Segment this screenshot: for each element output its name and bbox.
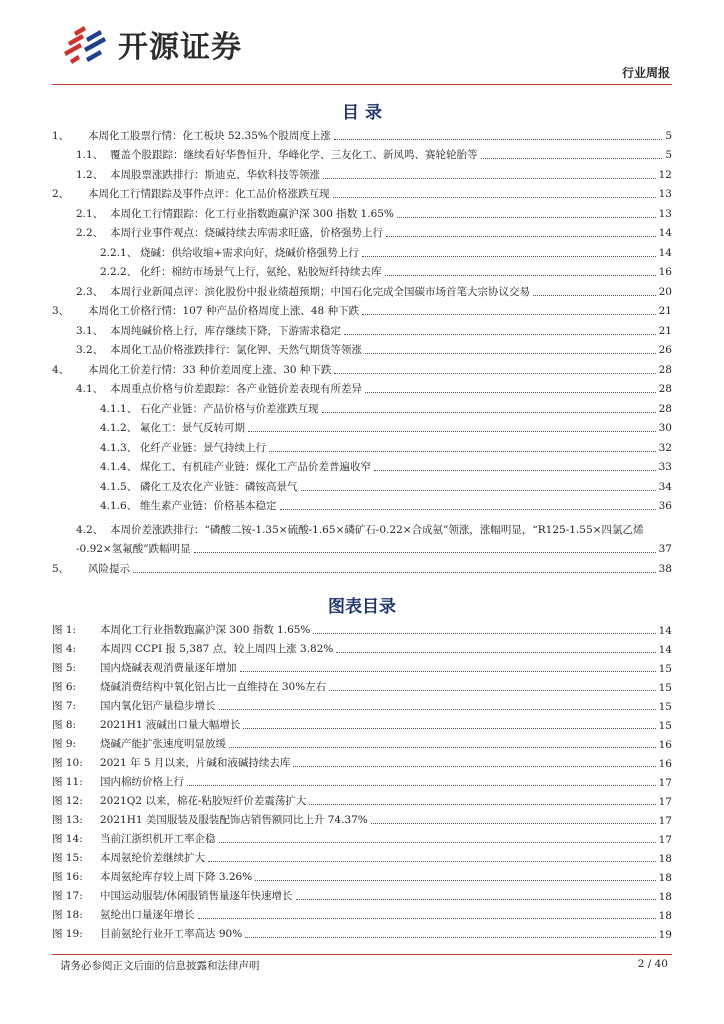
figure-entry-title: 氨纶出口量逐年增长: [100, 909, 195, 921]
toc-entry-number: 2.2.2、: [100, 266, 138, 278]
figure-entry[interactable]: [52, 770, 672, 789]
toc-leader-dots: [333, 197, 656, 198]
toc-entry-title: 本周行业事件观点：烧碱持续去库需求旺盛，价格强势上行: [110, 227, 383, 239]
figure-entry[interactable]: [52, 827, 672, 846]
figure-entry[interactable]: [52, 884, 672, 903]
toc-entry-title: 本周化工价格行情：107 种产品价格周度上涨、48 种下跌: [88, 305, 360, 317]
toc-entry-title: 磷化工及农化产业链：磷铵高景气: [140, 480, 298, 493]
toc-entry-page: 13: [658, 188, 672, 200]
toc-entry-number: 1、: [52, 129, 70, 142]
toc-entry-page: 37: [658, 543, 672, 555]
page-indicator: 2 / 40: [637, 958, 668, 970]
figure-leader-dots: [240, 671, 656, 672]
toc-entry[interactable]: [52, 474, 672, 494]
toc-entry[interactable]: [52, 279, 672, 299]
toc-entry-page: 28: [658, 402, 672, 415]
toc-leader-dots: [301, 490, 656, 491]
toc-entry-title: 维生素产业链：价格基本稳定: [140, 500, 277, 512]
figure-entry-title: 国内烧碱表观消费量逐年增加: [100, 662, 237, 674]
figure-entry-page: 18: [658, 891, 672, 903]
toc-entry[interactable]: [52, 338, 672, 358]
figure-entry-title: 2021H1 美国服装及服装配饰店销售额同比上升 74.37%: [100, 814, 368, 826]
figure-entry-title: 国内棉纺价格上行: [100, 776, 184, 788]
toc-entry-page: 21: [658, 305, 672, 317]
toc-entry[interactable]: [52, 299, 672, 319]
figure-entry[interactable]: [52, 713, 672, 732]
toc-entry-page: 5: [665, 129, 672, 142]
toc-entry-number: 4.1.3、: [100, 441, 138, 454]
toc-leader-dots: [365, 353, 656, 354]
toc-leader-dots: [248, 431, 656, 432]
toc-entry-number: 4.1.1、: [100, 402, 138, 415]
figure-entry-page: 17: [658, 777, 672, 789]
figure-leader-dots: [219, 842, 656, 843]
figure-entry-page: 18: [658, 872, 672, 884]
figure-entry[interactable]: [52, 903, 672, 922]
toc-entry-number: 2.2.1、: [100, 246, 138, 259]
toc-entry-line: [76, 518, 672, 537]
figure-toc-list: [52, 618, 672, 941]
figure-entry-number: 图 1:: [52, 624, 77, 636]
toc-entry-title: 本周重点价格与价差跟踪：各产业链价差表现有所差异: [110, 383, 362, 395]
toc-entry[interactable]: [52, 201, 672, 221]
figure-entry-page: 18: [658, 853, 672, 865]
toc-entry[interactable]: [52, 123, 672, 143]
toc-entry-number: 4.1.6、: [100, 500, 138, 512]
toc-entry-page: 16: [658, 266, 672, 278]
toc-entry-title: 本周纯碱价格上行，库存继续下降，下游需求稳定: [110, 324, 341, 337]
toc-entry-number: 2.2、: [76, 227, 104, 239]
figure-entry[interactable]: [52, 846, 672, 865]
toc-leader-dots: [133, 572, 656, 573]
figure-entry-number: 图 5:: [52, 662, 77, 674]
toc-leader-dots: [533, 295, 656, 296]
toc-leader-dots: [269, 451, 656, 452]
figure-entry-number: 图 4:: [52, 643, 77, 655]
figure-entry[interactable]: [52, 808, 672, 827]
toc-entry[interactable]: [52, 162, 672, 182]
toc-leader-dots: [385, 275, 656, 276]
figure-entry-number: 图 14:: [52, 833, 83, 845]
figure-entry-number: 图 11:: [52, 776, 83, 788]
figure-leader-dots: [243, 728, 655, 729]
toc-entry[interactable]: [52, 143, 672, 163]
figure-entry-number: 图 9:: [52, 738, 77, 750]
figure-entry-title: 本周四 CCPI 报 5,387 点，较上周四上涨 3.82%: [100, 643, 334, 655]
toc-entry-page: 28: [658, 363, 672, 376]
figure-entry-number: 图 10:: [52, 757, 83, 769]
toc-entry-title: 本周化工行情跟踪及事件点评：化工品价格涨跌互现: [88, 188, 330, 200]
figure-entry[interactable]: [52, 637, 672, 656]
figure-entry-title: 2021H1 液碱出口量大幅增长: [100, 719, 241, 731]
figure-entry-title: 本周化工行业指数跑赢沪深 300 指数 1.65%: [100, 624, 311, 636]
toc-leader-dots: [323, 178, 656, 179]
toc-leader-dots: [397, 217, 656, 218]
toc-entry-number: 4.1、: [76, 383, 104, 395]
figure-entry-page: 19: [658, 929, 672, 941]
figure-entry[interactable]: [52, 656, 672, 675]
figure-leader-dots: [371, 823, 656, 824]
figure-entry-title: 目前氨纶行业开工率高达 90%: [100, 928, 243, 940]
figure-entry-page: 18: [658, 910, 672, 922]
toc-entry-page: 38: [658, 562, 672, 575]
toc-entry-page: 36: [658, 500, 672, 512]
toc-entry-number: 1.2、: [76, 168, 104, 181]
figure-entry-page: 17: [658, 815, 672, 827]
toc-entry-title: 化纤：棉纺市场景气上行，氨纶、粘胶短纤持续去库: [140, 266, 382, 278]
figure-entry-number: 图 15:: [52, 852, 83, 864]
figure-entry-page: 15: [658, 682, 672, 694]
toc-entry-number: 4.1.5、: [100, 480, 138, 493]
toc-entry[interactable]: [52, 556, 672, 576]
toc-entry-title: 风险提示: [88, 562, 130, 575]
figure-leader-dots: [198, 918, 656, 919]
figure-leader-dots: [187, 785, 656, 786]
toc-entry-number: 3.1、: [76, 324, 104, 337]
figure-entry-title: 2021 年 5 月以来，片碱和液碱持续去库: [100, 757, 291, 769]
toc-entry-page: 20: [658, 285, 672, 298]
figure-entry[interactable]: [52, 694, 672, 713]
toc-entry-title: 本周化工行情跟踪：化工行业指数跑赢沪深 300 指数 1.65%: [110, 207, 394, 220]
toc-entry-number: 1.1、: [76, 149, 104, 161]
toc-entry-title: 煤化工、有机硅产业链：煤化工产品价差普遍收窄: [140, 461, 371, 473]
doc-type-label: 行业周报: [621, 66, 670, 80]
figure-entry-page: 17: [658, 834, 672, 846]
footer-disclaimer: 请务必参阅正文后面的信息披露和法律声明: [60, 960, 260, 972]
toc-entry[interactable]: [52, 455, 672, 475]
figure-leader-dots: [293, 766, 655, 767]
figure-entry[interactable]: [52, 865, 672, 884]
figure-toc-title: 图表目录: [328, 597, 396, 617]
toc-entry-line: [76, 537, 672, 556]
toc-leader-dots: [344, 334, 656, 335]
toc-entry-title-cont: -0.92×氢氟酸”跌幅明显: [76, 543, 191, 555]
toc-entry-page: 33: [658, 461, 672, 473]
figure-entry-title: 本周氨纶库存较上周下降 3.26%: [100, 871, 253, 883]
toc-entry-title: 本周化工品价格涨跌排行：氯化钾、天然气期货等领涨: [110, 344, 362, 356]
figure-entry-title: 烧碱消费结构中氧化铝占比一直维持在 30%左右: [100, 681, 327, 693]
toc-entry-title: 本周股票涨跌排行：斯迪克、华软科技等领涨: [110, 168, 320, 181]
toc-list: [52, 123, 672, 576]
figure-entry-number: 图 7:: [52, 700, 77, 712]
toc-entry[interactable]: [52, 182, 672, 202]
figure-entry-title: 本周氨纶价差继续扩大: [100, 852, 205, 864]
toc-title: 目 录: [342, 103, 382, 123]
figure-entry-number: 图 13:: [52, 814, 83, 826]
figure-leader-dots: [329, 690, 655, 691]
figure-entry-number: 图 8:: [52, 719, 77, 731]
figure-entry-number: 图 18:: [52, 909, 83, 921]
toc-entry-page: 5: [665, 149, 672, 161]
toc-entry-title: 本周化工股票行情：化工板块 52.35%个股周度上涨: [88, 129, 331, 142]
figure-entry-number: 图 12:: [52, 795, 83, 807]
logo-mark-icon: [60, 22, 112, 66]
figure-entry-page: 15: [658, 663, 672, 675]
figure-entry-title: 中国运动服装/休闲服销售量逐年快速增长: [100, 890, 293, 902]
figure-entry[interactable]: [52, 732, 672, 751]
toc-entry[interactable]: [52, 221, 672, 241]
figure-entry-page: 16: [658, 739, 672, 751]
toc-entry[interactable]: [52, 513, 672, 556]
toc-entry-page: 32: [658, 441, 672, 454]
toc-entry-number: 4、: [52, 363, 70, 376]
toc-entry[interactable]: [52, 260, 672, 280]
figure-leader-dots: [313, 633, 655, 634]
figure-entry-number: 图 6:: [52, 681, 77, 693]
figure-entry-page: 15: [658, 701, 672, 713]
figure-entry[interactable]: [52, 751, 672, 770]
toc-entry[interactable]: [52, 396, 672, 416]
toc-entry-title: 化纤产业链：景气持续上行: [140, 441, 266, 454]
figure-leader-dots: [219, 709, 656, 710]
toc-leader-dots: [365, 392, 656, 393]
toc-leader-dots: [322, 412, 656, 413]
toc-entry-number: 4.1.2、: [100, 422, 138, 434]
figure-entry-page: 17: [658, 796, 672, 808]
figure-entry-number: 图 17:: [52, 890, 83, 902]
toc-entry[interactable]: [52, 377, 672, 397]
figure-entry-page: 16: [658, 758, 672, 770]
toc-entry-page: 26: [658, 344, 672, 356]
toc-entry-title: 烧碱：供给收缩+需求向好，烧碱价格强势上行: [140, 246, 359, 259]
company-logo: [60, 22, 242, 66]
toc-entry-page: 14: [658, 227, 672, 239]
toc-entry-page: 30: [658, 422, 672, 434]
figure-leader-dots: [229, 747, 656, 748]
figure-entry-page: 15: [658, 720, 672, 732]
toc-entry[interactable]: [52, 494, 672, 514]
toc-entry-title: 本周行业新闻点评：滨化股份中报业绩超预期；中国石化完成全国碳市场首笔大宗协议交易: [110, 285, 530, 298]
toc-entry-number: 4.1.4、: [100, 461, 138, 473]
figure-entry-page: 14: [658, 625, 672, 637]
figure-entry-page: 14: [658, 644, 672, 656]
page-header: [0, 0, 724, 92]
figure-leader-dots: [336, 652, 655, 653]
toc-leader-dots: [374, 470, 656, 471]
toc-entry-title: 氟化工：景气反转可期: [140, 422, 245, 434]
figure-entry-title: 烧碱产能扩张速度明显放缓: [100, 738, 226, 750]
toc-leader-dots: [280, 509, 656, 510]
toc-entry-number: 3、: [52, 305, 70, 317]
toc-entry-page: 13: [658, 207, 672, 220]
figure-leader-dots: [245, 937, 655, 938]
toc-entry-title: 石化产业链：产品价格与价差涨跌互现: [140, 402, 319, 415]
toc-leader-dots: [481, 158, 663, 159]
toc-entry-title: 覆盖个股跟踪：继续看好华鲁恒升、华峰化学、三友化工、新凤鸣、赛轮轮胎等: [110, 149, 478, 161]
toc-entry-page: 12: [658, 168, 672, 181]
toc-entry-page: 28: [658, 383, 672, 395]
toc-entry-number: 5、: [52, 562, 70, 575]
figure-entry[interactable]: [52, 675, 672, 694]
toc-entry-title: 本周价差涨跌排行：“磷酸二铵-1.35×硫酸-1.65×磷矿石-0.22×合成氨”领涨，涨幅明显，“R125-1.55×四氯乙烯: [110, 524, 644, 536]
toc-leader-dots: [362, 314, 656, 315]
toc-leader-dots: [334, 373, 655, 374]
toc-entry-page: 14: [658, 246, 672, 259]
figure-entry-title: 当前江浙织机开工率企稳: [100, 833, 216, 845]
toc-entry[interactable]: [52, 435, 672, 455]
toc-leader-dots: [334, 139, 662, 140]
toc-entry[interactable]: [52, 240, 672, 260]
figure-leader-dots: [296, 899, 656, 900]
toc-entry-number: 2.1、: [76, 207, 104, 220]
toc-entry-page: 21: [658, 324, 672, 337]
toc-leader-dots: [386, 236, 656, 237]
figure-entry-title: 国内氧化铝产量稳步增长: [100, 700, 216, 712]
toc-entry-number: 2.3、: [76, 285, 104, 298]
toc-entry[interactable]: [52, 416, 672, 436]
toc-entry-number: 4.2、: [76, 524, 104, 536]
toc-entry-title: 本周化工价差行情：33 种价差周度上涨、30 种下跌: [88, 363, 332, 376]
toc-entry-page: 34: [658, 480, 672, 493]
header-divider: [52, 84, 672, 85]
figure-leader-dots: [208, 861, 656, 862]
figure-entry-number: 图 19:: [52, 928, 83, 940]
toc-entry-number: 3.2、: [76, 344, 104, 356]
figure-leader-dots: [255, 880, 655, 881]
figure-entry[interactable]: [52, 789, 672, 808]
toc-entry[interactable]: [52, 318, 672, 338]
logo-text: 开源证券: [118, 30, 242, 65]
toc-leader-dots: [194, 552, 656, 553]
figure-entry[interactable]: [52, 618, 672, 637]
figure-entry[interactable]: [52, 922, 672, 941]
toc-entry[interactable]: [52, 357, 672, 377]
toc-leader-dots: [362, 256, 656, 257]
figure-entry-title: 2021Q2 以来，棉花-粘胶短纤价差震荡扩大: [100, 795, 307, 807]
toc-entry-number: 2、: [52, 188, 70, 200]
footer-divider: [52, 954, 672, 955]
figure-leader-dots: [309, 804, 655, 805]
figure-entry-number: 图 16:: [52, 871, 83, 883]
